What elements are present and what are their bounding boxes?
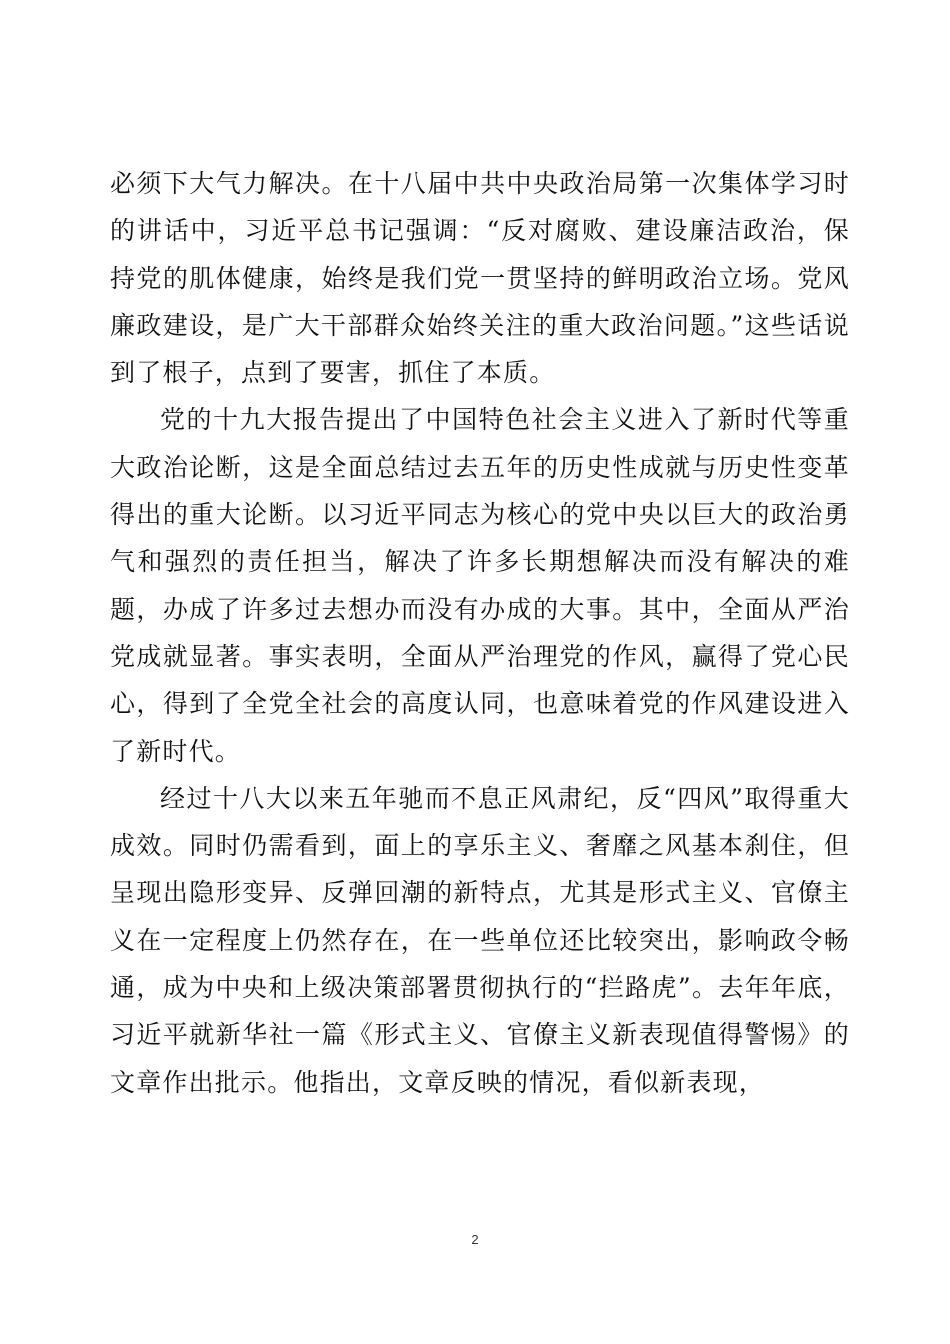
paragraph-1: 必须下大气力解决。在十八届中共中央政治局第一次集体学习时的讲话中，习近平总书记强调：“反对腐败、建设廉洁政治，保持党的肌体健康，始终是我们党一贯坚持的鲜明政治立场。党风廉政建设，是广大干部群众始终关注的重大政治问题。”这些话说到了根子，点到了要害，抓住了本质。	[110, 169, 850, 388]
paragraph-2: 党的十九大报告提出了中国特色社会主义进入了新时代等重大政治论断，这是全面总结过去五年的历史性成就与历史性变革得出的重大论断。以习近平同志为核心的党中央以巨大的政治勇气和强烈的责任担当，解决了许多长期想解决而没有解决的难题，办成了许多过去想办而没有办成的大事。其中，全面从严治党成就显著。事实表明，全面从严治理党的作风，赢得了党心民心，得到了全党全社会的高度认同，也意味着党的作风建设进入了新时代。	[110, 405, 850, 766]
document-body	[110, 160, 850, 1106]
paragraph-3: 经过十八大以来五年驰而不息正风肃纪，反“四风”取得重大成效。同时仍需看到，面上的享乐主义、奢靡之风基本刹住，但呈现出隐形变异、反弹回潮的新特点，尤其是形式主义、官僚主义在一定程度上仍然存在，在一些单位还比较突出，影响政令畅通，成为中央和上级决策部署贯彻执行的“拦路虎”。去年年底，习近平就新华社一篇《形式主义、官僚主义新表现值得警惕》的文章作出批示。他指出，文章反映的情况，看似新表现，	[110, 783, 850, 1097]
page-number: 2	[471, 1232, 479, 1247]
